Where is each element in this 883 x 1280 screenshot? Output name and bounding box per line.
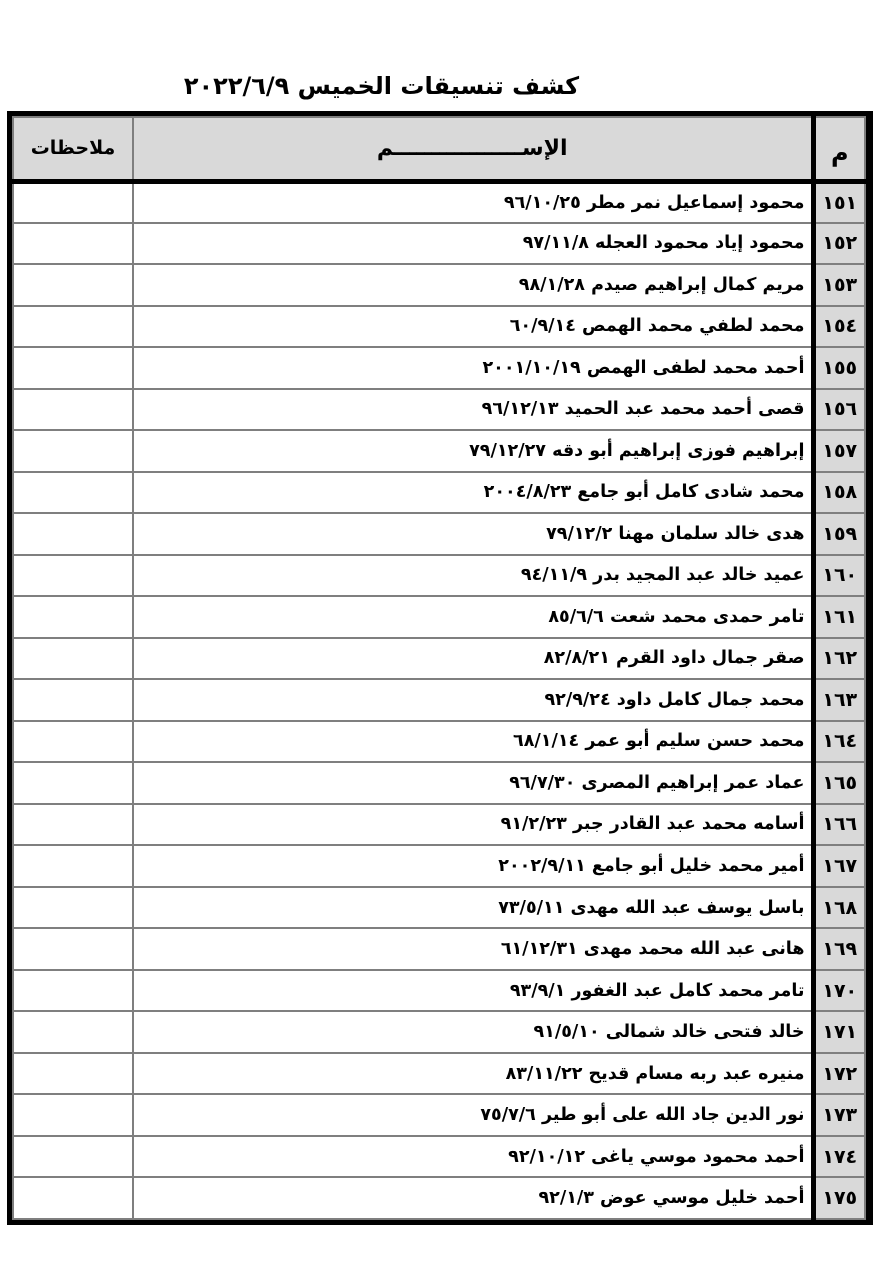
table-row: [13, 306, 865, 348]
row-number: ١٦٩: [813, 928, 865, 970]
row-name-and-birthdate: محمود إسماعيل نمر مطر ٩٦/١٠/٢٥: [133, 181, 813, 223]
row-number: ١٦٦: [813, 804, 865, 846]
row-name-and-birthdate: محمد حسن سليم أبو عمر ٦٨/١/١٤: [133, 721, 813, 763]
row-name-and-birthdate: قصى أحمد محمد عبد الحميد ٩٦/١٢/١٣: [133, 389, 813, 431]
row-number: ١٧٥: [813, 1177, 865, 1219]
row-name-and-birthdate: محمود إياد محمود العجله ٩٧/١١/٨: [133, 223, 813, 265]
table-row: [13, 430, 865, 472]
header-number: م: [813, 117, 865, 181]
table-header-row: [13, 117, 865, 181]
table-row: [13, 928, 865, 970]
row-notes: [13, 1177, 133, 1219]
row-number: ١٧٢: [813, 1053, 865, 1095]
table-body: [13, 181, 865, 1219]
table-row: [13, 1177, 865, 1219]
row-notes: [13, 306, 133, 348]
row-name-and-birthdate: محمد لطفي محمد الهمص ٦٠/٩/١٤: [133, 306, 813, 348]
row-number: ١٥٣: [813, 264, 865, 306]
table-row: [13, 1011, 865, 1053]
table-row: [13, 596, 865, 638]
row-name-and-birthdate: منيره عبد ربه مسام قديح ٨٣/١١/٢٢: [133, 1053, 813, 1095]
row-number: ١٥١: [813, 181, 865, 223]
row-number: ١٥٦: [813, 389, 865, 431]
row-name-and-birthdate: تامر محمد كامل عبد الغفور ٩٣/٩/١: [133, 970, 813, 1012]
row-name-and-birthdate: خالد فتحى خالد شمالى ٩١/٥/١٠: [133, 1011, 813, 1053]
row-notes: [13, 264, 133, 306]
table-row: [13, 472, 865, 514]
table-row: [13, 1136, 865, 1178]
row-number: ١٧٣: [813, 1094, 865, 1136]
table-row: [13, 181, 865, 223]
row-notes: [13, 181, 133, 223]
row-notes: [13, 762, 133, 804]
row-number: ١٦٥: [813, 762, 865, 804]
table-row: [13, 555, 865, 597]
row-name-and-birthdate: إبراهيم فوزى إبراهيم أبو دقه ٧٩/١٢/٢٧: [133, 430, 813, 472]
table-row: [13, 638, 865, 680]
table-row: [13, 887, 865, 929]
row-name-and-birthdate: محمد جمال كامل داود ٩٢/٩/٢٤: [133, 679, 813, 721]
row-notes: [13, 928, 133, 970]
row-name-and-birthdate: أحمد محمد لطفى الهمص ٢٠٠١/١٠/١٩: [133, 347, 813, 389]
row-name-and-birthdate: أحمد خليل موسي عوض ٩٢/١/٣: [133, 1177, 813, 1219]
row-notes: [13, 347, 133, 389]
row-notes: [13, 721, 133, 763]
row-number: ١٦١: [813, 596, 865, 638]
row-number: ١٦٨: [813, 887, 865, 929]
row-notes: [13, 804, 133, 846]
row-notes: [13, 1053, 133, 1095]
row-name-and-birthdate: هانى عبد الله محمد مهدى ٦١/١٢/٣١: [133, 928, 813, 970]
table-row: [13, 845, 865, 887]
table-row: [13, 1094, 865, 1136]
row-name-and-birthdate: عميد خالد عبد المجيد بدر ٩٤/١١/٩: [133, 555, 813, 597]
row-number: ١٧٤: [813, 1136, 865, 1178]
row-notes: [13, 845, 133, 887]
table-row: [13, 223, 865, 265]
row-name-and-birthdate: صقر جمال داود القرم ٨٢/٨/٢١: [133, 638, 813, 680]
row-number: ١٦٠: [813, 555, 865, 597]
row-notes: [13, 679, 133, 721]
table-row: [13, 804, 865, 846]
table-row: [13, 721, 865, 763]
row-name-and-birthdate: أحمد محمود موسي ياغى ٩٢/١٠/١٢: [133, 1136, 813, 1178]
row-notes: [13, 638, 133, 680]
table-row: [13, 762, 865, 804]
row-number: ١٥٢: [813, 223, 865, 265]
roster-table-container: [7, 111, 873, 1225]
row-name-and-birthdate: باسل يوسف عبد الله مهدى ٧٣/٥/١١: [133, 887, 813, 929]
table-row: [13, 970, 865, 1012]
row-notes: [13, 1136, 133, 1178]
table-row: [13, 389, 865, 431]
row-name-and-birthdate: هدى خالد سلمان مهنا ٧٩/١٢/٢: [133, 513, 813, 555]
row-name-and-birthdate: تامر حمدى محمد شعت ٨٥/٦/٦: [133, 596, 813, 638]
table-row: [13, 1053, 865, 1095]
header-name: [133, 117, 813, 181]
row-name-and-birthdate: أمير محمد خليل أبو جامع ٢٠٠٢/٩/١١: [133, 845, 813, 887]
roster-table: [12, 116, 866, 1220]
row-notes: [13, 513, 133, 555]
page-title: كشف تنسيقات الخميس ٢٠٢٢/٦/٩: [183, 72, 580, 100]
row-number: ١٥٥: [813, 347, 865, 389]
row-notes: [13, 1094, 133, 1136]
row-number: ١٥٩: [813, 513, 865, 555]
table-row: [13, 513, 865, 555]
row-notes: [13, 430, 133, 472]
row-number: ١٦٢: [813, 638, 865, 680]
row-notes: [13, 389, 133, 431]
row-notes: [13, 555, 133, 597]
row-number: ١٥٧: [813, 430, 865, 472]
row-number: ١٥٨: [813, 472, 865, 514]
row-name-and-birthdate: عماد عمر إبراهيم المصرى ٩٦/٧/٣٠: [133, 762, 813, 804]
row-name-and-birthdate: محمد شادى كامل أبو جامع ٢٠٠٤/٨/٢٣: [133, 472, 813, 514]
row-name-and-birthdate: أسامه محمد عبد القادر جبر ٩١/٢/٢٣: [133, 804, 813, 846]
row-number: ١٧٠: [813, 970, 865, 1012]
row-notes: [13, 223, 133, 265]
row-number: ١٥٤: [813, 306, 865, 348]
row-notes: [13, 1011, 133, 1053]
row-notes: [13, 887, 133, 929]
table-row: [13, 264, 865, 306]
row-notes: [13, 596, 133, 638]
row-notes: [13, 472, 133, 514]
header-name-label: الإســـــــــــــــــم: [376, 135, 568, 161]
row-number: ١٧١: [813, 1011, 865, 1053]
table-row: [13, 347, 865, 389]
table-row: [13, 679, 865, 721]
row-name-and-birthdate: مريم كمال إبراهيم صيدم ٩٨/١/٢٨: [133, 264, 813, 306]
row-number: ١٦٣: [813, 679, 865, 721]
row-number: ١٦٧: [813, 845, 865, 887]
header-notes: ملاحظات: [13, 117, 133, 181]
row-name-and-birthdate: نور الدين جاد الله على أبو طير ٧٥/٧/٦: [133, 1094, 813, 1136]
row-number: ١٦٤: [813, 721, 865, 763]
row-notes: [13, 970, 133, 1012]
